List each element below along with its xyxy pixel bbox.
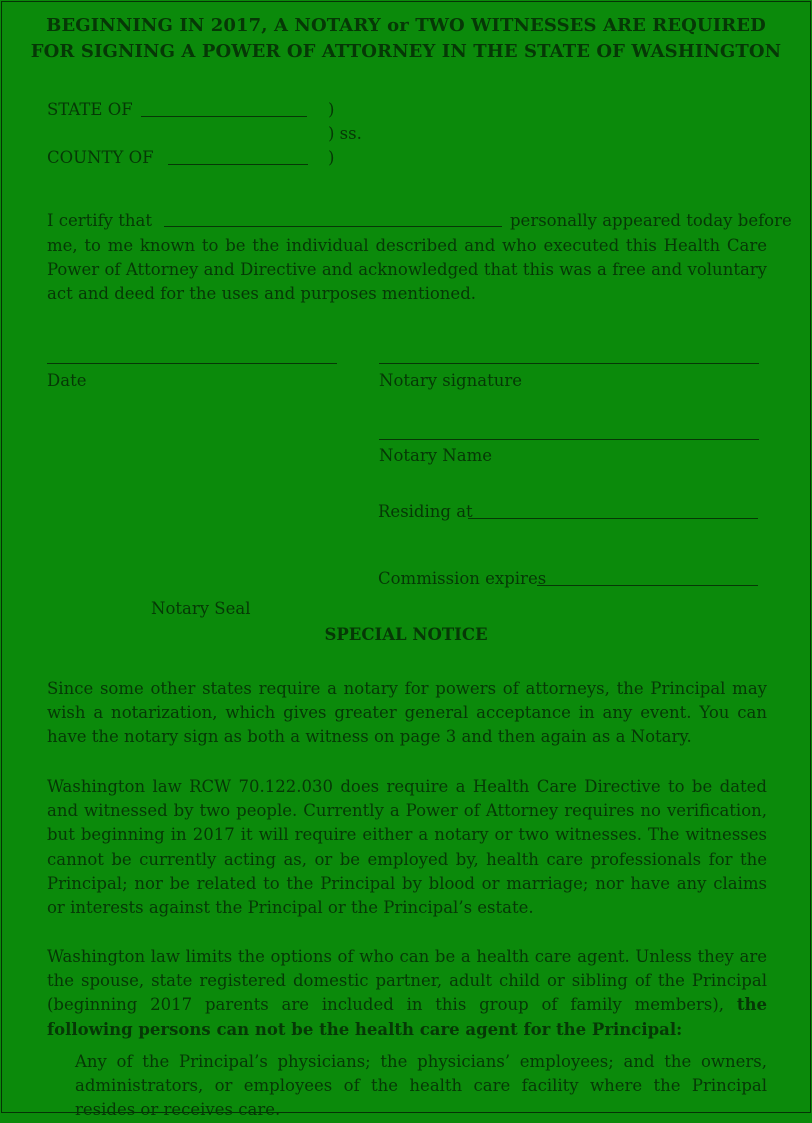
ss-mark: ) ss. [328, 124, 362, 143]
certify-rest-line1: personally appeared today before [510, 211, 792, 230]
date-line[interactable] [47, 363, 337, 364]
notice-paragraph-3 [47, 945, 767, 1042]
state-of-label: STATE OF [47, 100, 133, 119]
notary-name-line[interactable] [379, 439, 759, 440]
notice-paragraph-2: Washington law RCW 70.122.030 does require a Health Care Directive to be dated and witnessed by two people. Currently a Power of Attorney requires no verification, but beginning in 2017 it will require either a notary or two witnesses. The witnesses cannot be currently acting as, or be employed by, health care professionals for the Principal; nor be related to the Principal by blood or marriage; nor have any claims or interests against the Principal or the Principal’s estate. [47, 777, 767, 918]
residing-at-line[interactable] [468, 518, 758, 519]
certify-lead: I certify that [47, 211, 152, 230]
special-notice-heading: SPECIAL NOTICE [324, 625, 488, 644]
notice-paragraph-3-bold: the following persons can not be the health care agent for the Principal: [47, 995, 768, 1039]
county-field-line[interactable] [168, 164, 308, 165]
certify-name-line[interactable] [164, 226, 502, 227]
notary-name-label: Notary Name [379, 446, 492, 465]
notary-signature-line[interactable] [379, 363, 759, 364]
notary-signature-label: Notary signature [379, 371, 522, 390]
state-field-line[interactable] [141, 116, 307, 117]
residing-at-label: Residing at [378, 502, 473, 521]
header-line-2: FOR SIGNING A POWER OF ATTORNEY IN THE STATE OF WASHINGTON [30, 41, 782, 62]
header-line-1: BEGINNING IN 2017, A NOTARY or TWO WITNESSES ARE REQUIRED [46, 15, 766, 36]
commission-expires-line[interactable] [537, 585, 758, 586]
notice-paragraph-4: Any of the Principal’s physicians; the physicians’ employees; and the owners, administrators, or employees of the health care facility where the Principal resides or receives care. [75, 1052, 767, 1120]
commission-expires-label: Commission expires [378, 569, 547, 588]
notice-paragraph-3-text: Washington law limits the options of who can be a health care agent. Unless they are the spouse, state registered domestic partner, adult child or sibling of the Principal (beginning 2017 parents are included in this group of family members), [47, 947, 767, 1015]
venue-paren-bottom: ) [328, 148, 335, 167]
date-label: Date [47, 371, 87, 390]
notary-seal-label: Notary Seal [151, 599, 251, 618]
venue-paren-top: ) [328, 100, 335, 119]
notary-page [1, 1, 811, 1120]
certify-body: me, to me known to be the individual described and who executed this Health Care Power of Attorney and Directive and acknowledged that this was a free and voluntary act and deed for the uses and purposes mentioned. [47, 236, 767, 304]
county-of-label: COUNTY OF [47, 148, 154, 167]
notice-paragraph-1: Since some other states require a notary for powers of attorneys, the Principal may wish a notarization, which gives greater general acceptance in any event. You can have the notary sign as both a witness on page 3 and then again as a Notary. [47, 679, 767, 747]
